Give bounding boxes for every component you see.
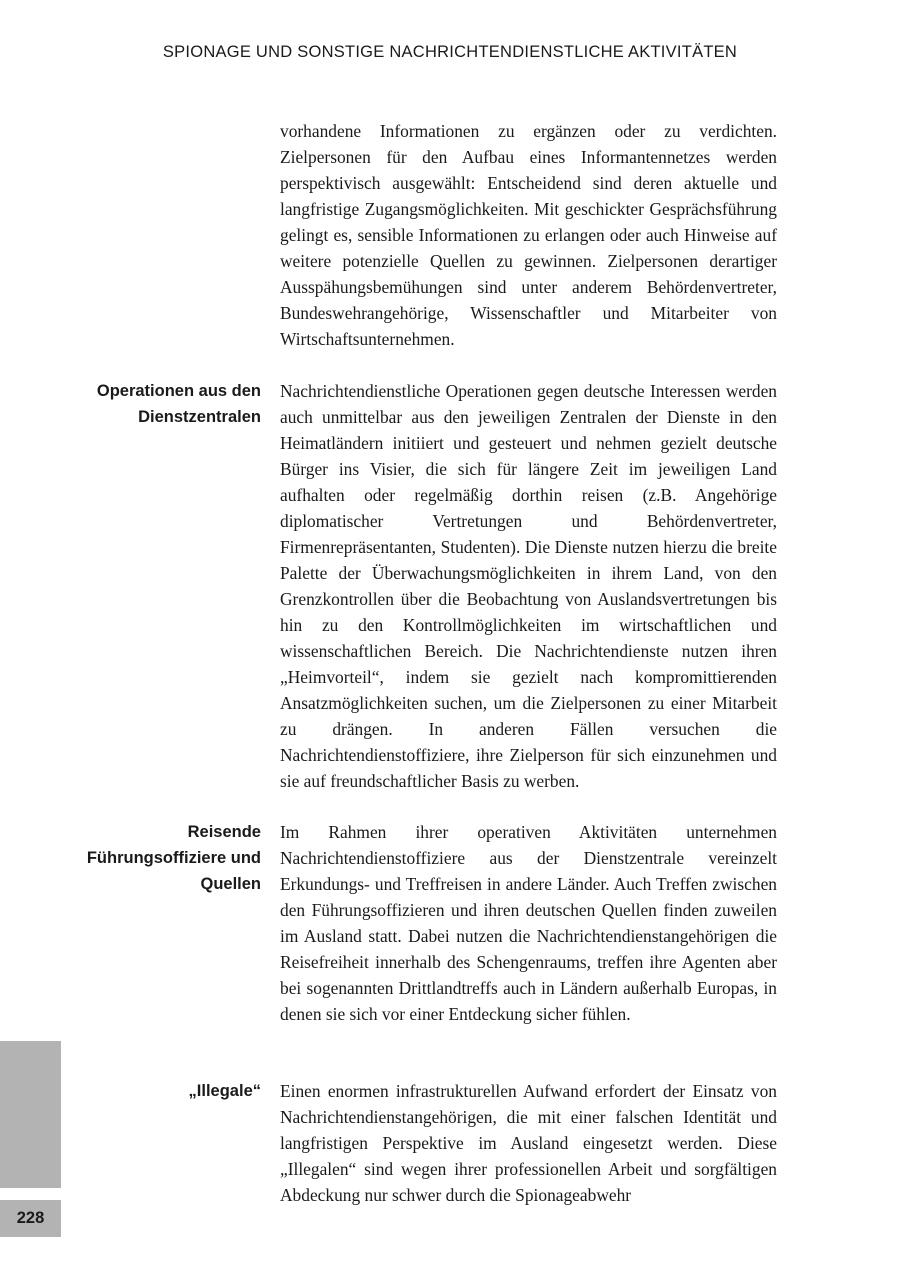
- side-heading-line: Dienstzentralen: [138, 408, 261, 426]
- side-heading-line: Führungsoffiziere und: [86, 849, 261, 867]
- side-heading-line: Reisende: [187, 823, 261, 841]
- side-heading-illegale: [40, 1078, 261, 1104]
- running-header: SPIONAGE UND SONSTIGE NACHRICHTENDIENSTLICHE AKTIVITÄTEN: [162, 43, 738, 61]
- paragraph-illegale: Einen enormen infrastrukturellen Aufwand erfordert der Einsatz von Nachrichtendienstangehörigen, die mit einer falschen Identität und langfristigen Perspektive im Ausland eingesetzt werden. Diese „Illegalen“ sind wegen ihrer professionellen Arbeit und sorgfältigen Abdeckung nur schwer durch die Spionageabwehr: [280, 1081, 777, 1205]
- paragraph-reisende: Im Rahmen ihrer operativen Aktivitäten unternehmen Nachrichtendienstoffiziere aus der Dienstzentrale vereinzelt Erkundungs- und Treffreisen in andere Länder. Auch Treffen zwischen den Führungsoffizieren und ihren deutschen Quellen finden zuweilen im Ausland statt. Dabei nutzen die Nachrichtendienstangehörigen die Reisefreiheit innerhalb des Schengenraums, treffen ihre Agenten aber bei sogenannten Drittlandtreffs auch in Ländern außerhalb Europas, in denen sie sich vor einer Entdeckung sicher fühlen.: [280, 822, 777, 1024]
- page-number: 228: [0, 1200, 61, 1237]
- side-heading-reisende: [40, 819, 261, 897]
- side-heading-line: „Illegale“: [188, 1082, 261, 1100]
- side-heading-operationen: [40, 378, 261, 430]
- side-heading-line: Quellen: [200, 875, 261, 893]
- paragraph-informant-network: vorhandene Informationen zu ergänzen oder zu verdichten. Zielpersonen für den Aufbau eines Informantennetzes werden perspektivisch ausgewählt: Entscheidend sind deren aktuelle und langfristige Zugangsmöglichkeiten. Mit geschickter Gesprächsführung gelingt es, sensible Informationen zu erlangen oder auch Hinweise auf weitere potenzielle Quellen zu gewinnen. Zielpersonen derartiger Ausspähungsbemühungen sind unter anderem Behördenvertreter, Bundeswehrangehörige, Wissenschaftler und Mitarbeiter von Wirtschaftsunternehmen.: [280, 121, 777, 349]
- side-heading-line: Operationen aus den: [96, 382, 261, 400]
- paragraph-operationen: Nachrichtendienstliche Operationen gegen deutsche Interessen werden auch unmittelbar aus den jeweiligen Zentralen der Dienste in den Heimatländern initiiert und gesteuert und nehmen gezielt deutsche Bürger ins Visier, die sich für längere Zeit im jeweiligen Land aufhalten oder regelmäßig dorthin reisen (z.B. Angehörige diplomatischer Vertretungen und Behördenvertreter, Firmenrepräsentanten, Studenten). Die Dienste nutzen hierzu die breite Palette der Überwachungsmöglichkeiten in ihrem Land, von den Grenzkontrollen über die Beobachtung von Auslandsvertretungen bis hin zu den Kontrollmöglichkeiten im wirtschaftlichen und wissenschaftlichen Bereich. Die Nachrichtendienste nutzen ihren „Heimvorteil“, indem sie gezielt nach kompromittierenden Ansatzmöglichkeiten suchen, um die Zielpersonen zu einer Mitarbeit zu drängen. In anderen Fällen versuchen die Nachrichtendienstoffiziere, ihre Zielperson für sich einzunehmen und sie auf freundschaftlicher Basis zu werben.: [280, 381, 777, 791]
- chapter-tab-marker: [0, 1041, 61, 1188]
